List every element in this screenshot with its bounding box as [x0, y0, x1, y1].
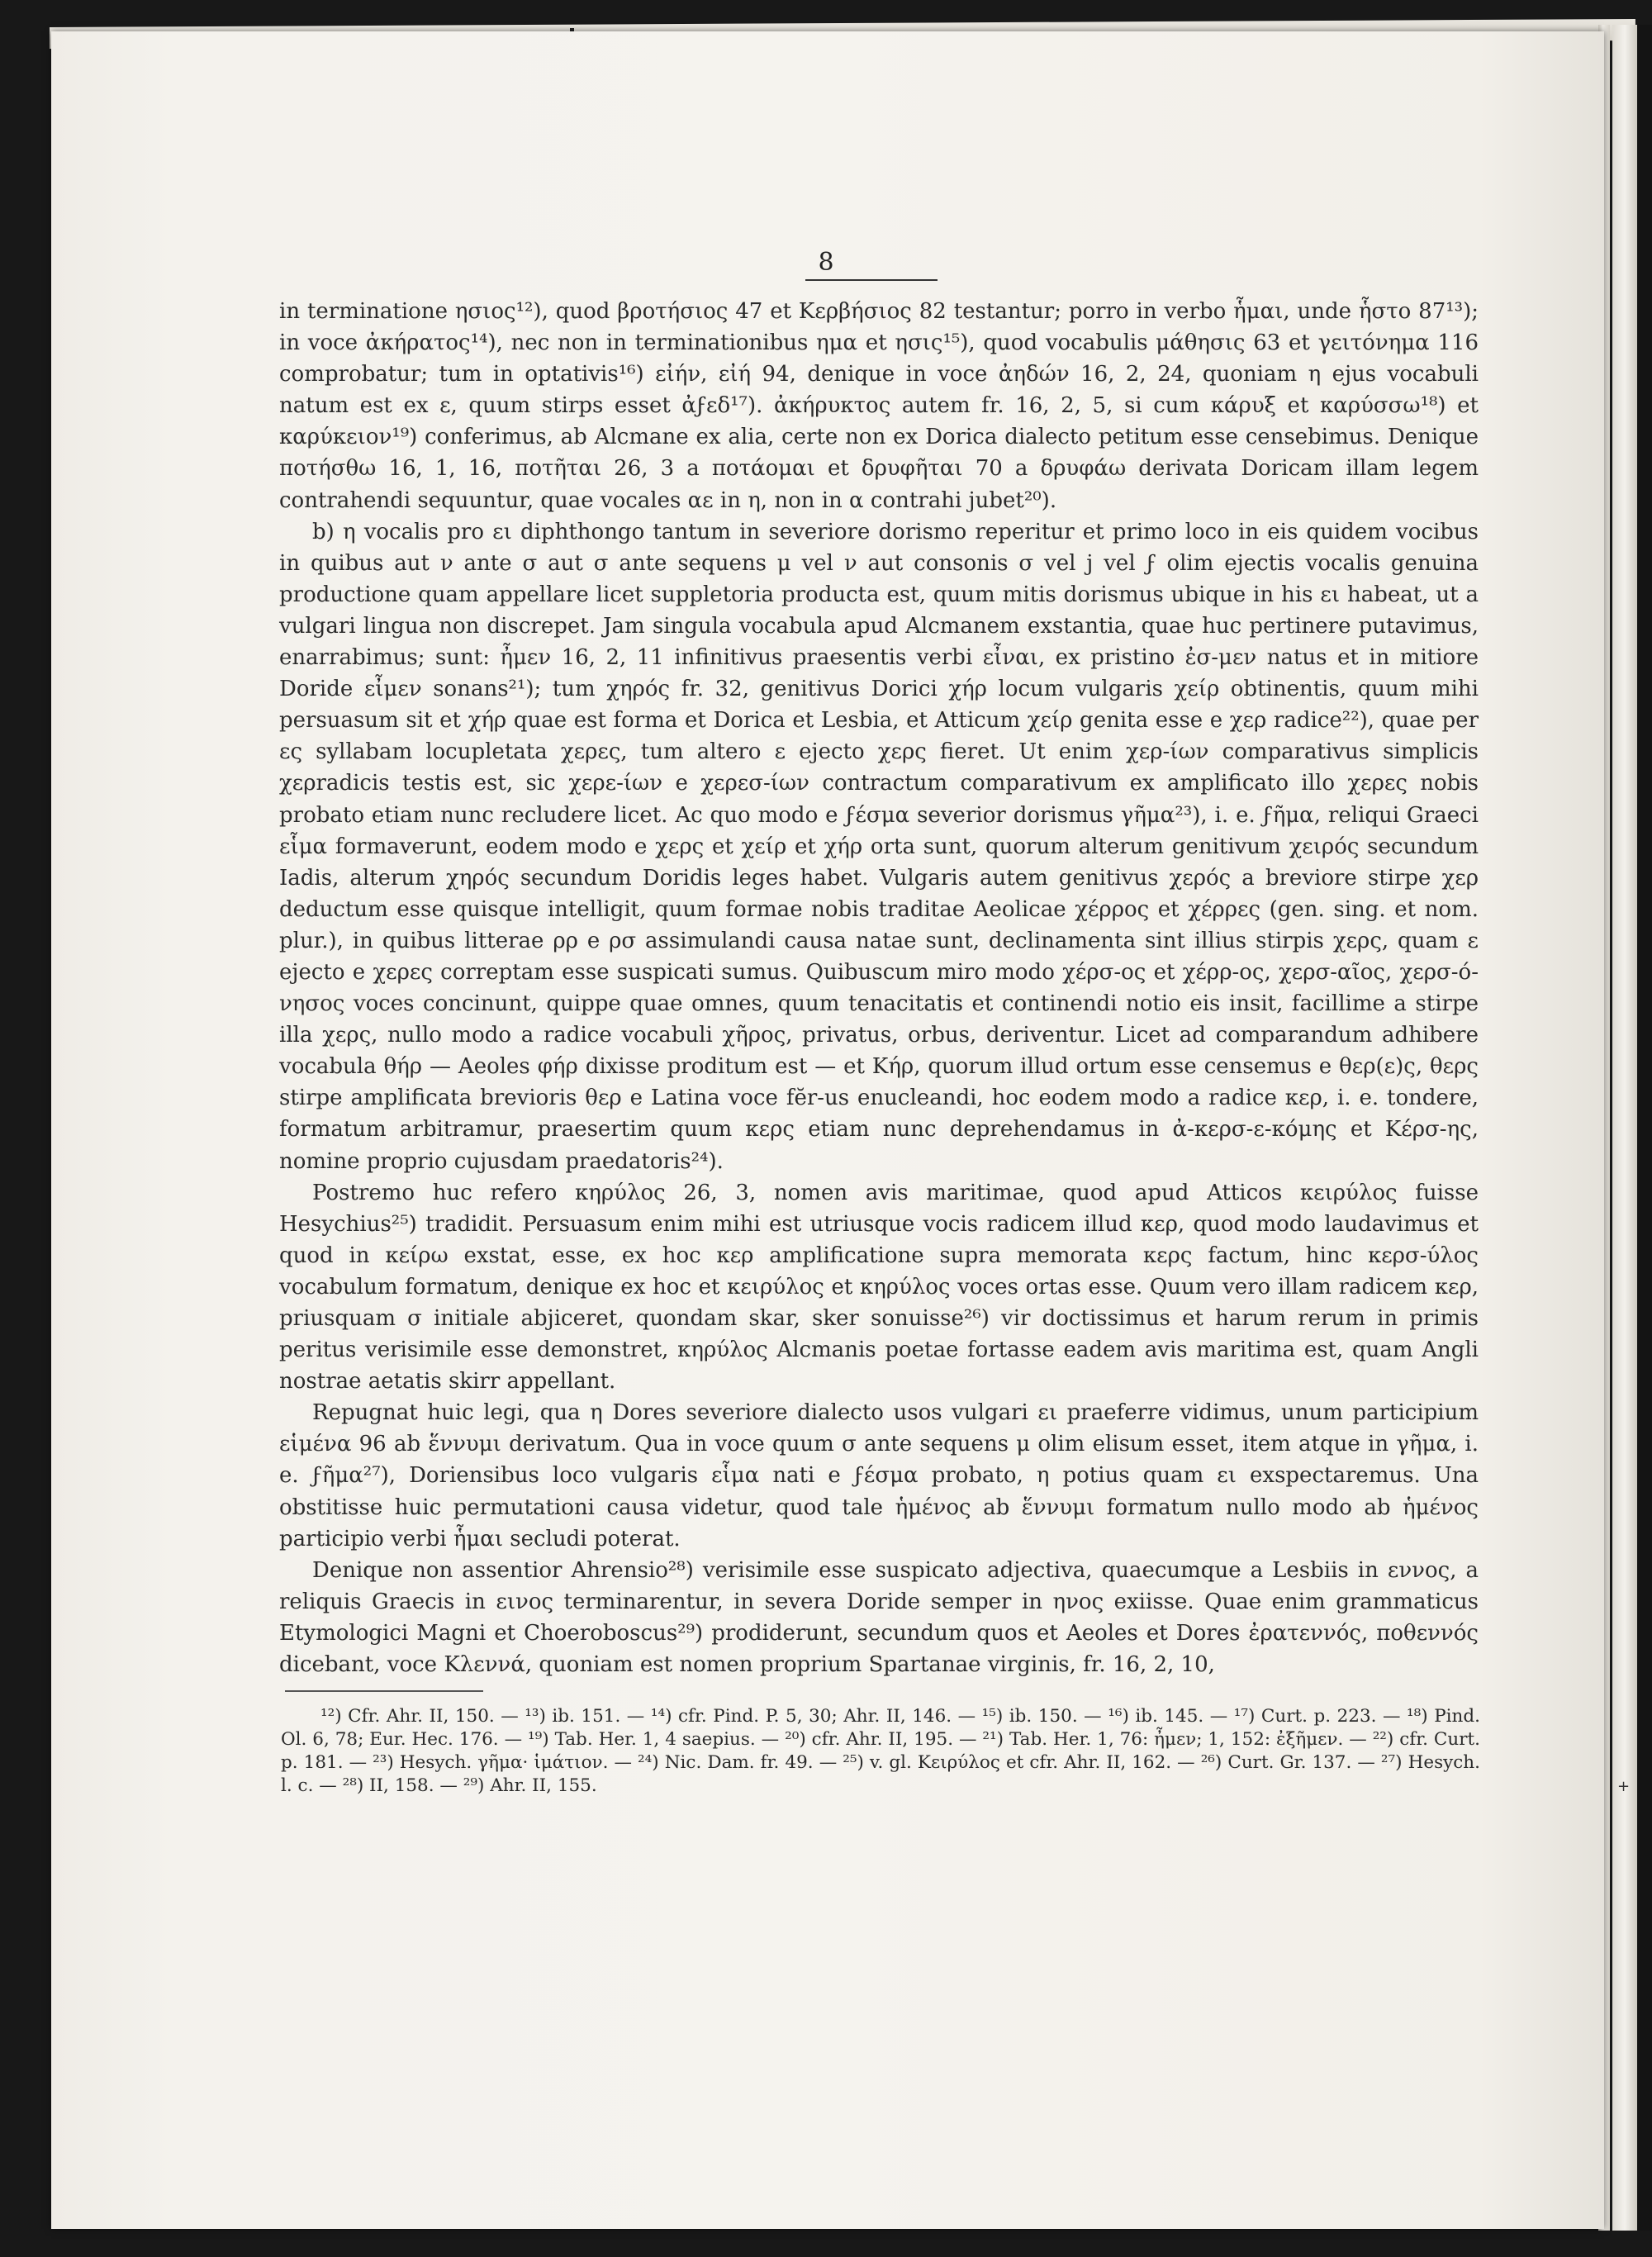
paragraph: Repugnat huic legi, qua η Dores severiore dialecto usos vulgari ει praeferre vidimus, unum participium εἱμένα 96 ab ἕννυμι derivatum. Qua in voce quum σ ante sequens μ olim elisum esset, item atque in γῆμα, i. e. ϝῆμα²⁷), Doriensibus loco vulgaris εἷμα nati e ϝέσμα probato, η potius quam ει exspectaremus. Una obstitisse huic permutationi causa videtur, quod tale ἡμένος ab ἕννυμι formatum nullo modo ab ἡμένος participio verbi ἧμαι secludi poterat.	[279, 1400, 1479, 1551]
margin-mark: +	[1617, 1778, 1631, 1795]
main-text	[279, 296, 1479, 1680]
paragraph: Denique non assentior Ahrensio²⁸) verisimile esse suspicato adjectiva, quaecumque a Lesbiis in εννος, a reliquis Graecis in εινος terminarentur, in severa Doride semper in ηνος exiisse. Quae enim grammaticus Etymologici Magni et Choeroboscus²⁹) prodiderunt, secundum quos et Aeoles et Dores ἐρατεννός, ποθεννός dicebant, voce Κλεννά, quoniam est nomen proprium Spartanae virginis, fr. 16, 2, 10,	[279, 1557, 1479, 1678]
page-number: 8	[818, 248, 834, 277]
page-edge	[1612, 25, 1637, 2231]
page-edge	[1638, 25, 1652, 2231]
paragraph: Postremo huc refero κηρύλος 26, 3, nomen avis maritimae, quod apud Atticos κειρύλος fuisse Hesychius²⁵) tradidit. Persuasum enim mihi est utriusque vocis radicem illud κερ, quod modo laudavimus et quod in κείρω exstat, esse, ex hoc κερ amplificatione supra memorata κερς factum, hinc κερσ-ύλος vocabulum formatum, denique ex hoc et κειρύλος et κηρύλος voces ortas esse. Quum vero illam radicem κερ, priusquam σ initiale abjiceret, quondam skar, sker sonuisse²⁶) vir doctissimus et harum rerum in primis peritus verisimile esse demonstret, κηρύλος Alcmanis poetae fortasse eadem avis maritima est, quam Angli nostrae aetatis skirr appellant.	[279, 1180, 1479, 1395]
footnotes	[281, 1705, 1480, 1798]
footnote-rule	[285, 1690, 483, 1692]
paragraph: b) η vocalis pro ει diphthongo tantum in severiore dorismo reperitur et primo loco in eis quidem vocibus in quibus aut ν ante σ aut σ ante sequens μ vel ν aut consonis σ vel j vel ϝ olim ejectis vocalis genuina productione quam appellare licet suppletoria producta est, quum mitis dorismus ubique in his ει habeat, ut a vulgari lingua non discrepet. Jam singula vocabula apud Alcmanem exstantia, quae huc pertinere putavimus, enarrabimus; sunt: ἦμεν 16, 2, 11 infinitivus praesentis verbi εἶναι, ex pristino ἐσ-μεν natus et in mitiore Doride εἶμεν sonans²¹); tum χηρός fr. 32, genitivus Dorici χήρ locum vulgaris χείρ obtinentis, quum mihi persuasum sit et χήρ quae est forma et Dorica et Lesbia, et Atticum χείρ genita esse e χερ radice²²), quae per ες syllabam locupletata χερες, tum altero ε ejecto χερς fieret. Ut enim χερ-ίων comparativus simplicis χερradicis testis est, sic χερε-ίων e χερεσ-ίων contractum comparativum ex amplificato illo χερες nobis probato etiam nunc recludere licet. Ac quo modo e ϝέσμα severior dorismus γῆμα²³), i. e. ϝῆμα, reliqui Graeci εἷμα formaverunt, eodem modo e χερς et χείρ et χήρ orta sunt, quorum alterum genitivum χειρός secundum Iadis, alterum χηρός secundum Doridis leges habet. Vulgaris autem genitivus χερός a breviore stirpe χερ deductum esse quisque intelligit, quum formae nobis traditae Aeolicae χέρρος et χέρρες (gen. sing. et nom. plur.), in quibus litterae ρρ e ρσ assimulandi causa natae sunt, declinamenta sint illius stirpis χερς, quam ε ejecto e χερες correptam esse suspicati sumus. Quibuscum miro modo χέρσ-ος et χέρρ-ος, χερσ-αῖος, χερσ-ό-νησος voces concinunt, quippe quae omnes, quum tenacitatis et continendi notio eis insit, facillime a stirpe illa χερς, nullo modo a radice vocabuli χῆρος, privatus, orbus, deriventur. Licet ad comparandum adhibere vocabula θήρ — Aeoles φήρ dixisse proditum est — et Κήρ, quorum illud ortum esse censemus e θερ(ε)ς, θερς stirpe amplificata brevioris θερ e Latina voce fĕr-us enucleandi, hoc eodem modo a radice κερ, i. e. tondere, formatum arbitramur, praesertim quum κερς etiam nunc deprehendamus in ἀ-κερσ-ε-κόμης et Κέρσ-ης, nomine proprio cujusdam praedatoris²⁴).	[279, 519, 1479, 1174]
page-number-rule	[805, 279, 938, 281]
footnote-block: ¹²) Cfr. Ahr. II, 150. — ¹³) ib. 151. — ¹⁴) cfr. Pind. P. 5, 30; Ahr. II, 146. — ¹⁵) ib. 150. — ¹⁶) ib. 145. — ¹⁷) Curt. p. 223. — ¹⁸) Pind. Ol. 6, 78; Eur. Hec. 176. — ¹⁹) Tab. Her. 1, 4 saepius. — ²⁰) cfr. Ahr. II, 195. — ²¹) Tab. Her. 1, 76: ἦμεν; 1, 152: ἐξῆμεν. — ²²) cfr. Curt. p. 181. — ²³) Hesych. γῆμα· ἱμάτιον. — ²⁴) Nic. Dam. fr. 49. — ²⁵) v. gl. Κειρύλος et cfr. Ahr. II, 162. — ²⁶) Curt. Gr. 137. — ²⁷) Hesych. l. c. — ²⁸) II, 158. — ²⁹) Ahr. II, 155.	[281, 1706, 1480, 1796]
paragraph: in terminatione ησιος¹²), quod βροτήσιος 47 et Κερβήσιος 82 testantur; porro in verbo ἧμαι, unde ἧστο 87¹³); in voce ἀκήρατος¹⁴), nec non in terminationibus ημα et ησις¹⁵), quod vocabulis μάθησις 63 et γειτόνημα 116 comprobatur; tum in optativis¹⁶) εἰήν, εἰή 94, denique in voce ἀηδών 16, 2, 24, quoniam η ejus vocabuli natum est ex ε, quum stirps esset ἀϝεδ¹⁷). ἀκήρυκτος autem fr. 16, 2, 5, si cum κάρυξ et καρύσσω¹⁸) et καρύκειον¹⁹) conferimus, ab Alcmane ex alia, certe non ex Dorica dialecto petitum esse censebimus. Denique ποτήσθω 16, 1, 16, ποτῆται 26, 3 a ποτάομαι et δρυφῆται 70 a δρυφάω derivata Doricam illam legem contrahendi sequuntur, quae vocales αε in η, non in α contrahi jubet²⁰).	[279, 299, 1479, 513]
